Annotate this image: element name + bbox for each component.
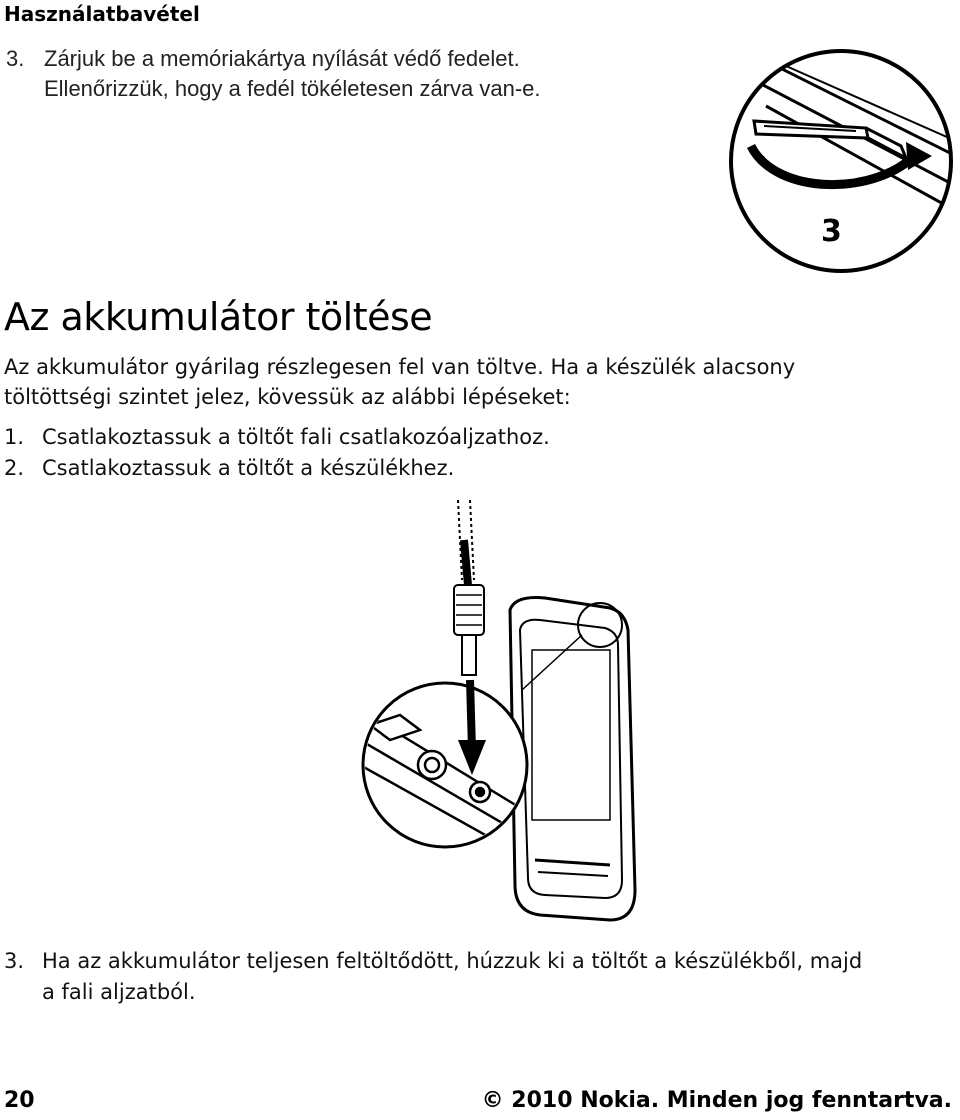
step-text: Csatlakoztassuk a töltőt a készülékhez. — [42, 456, 455, 480]
charging-steps-list — [4, 422, 550, 484]
cover-step-label: 3 — [821, 214, 842, 249]
step-text-line1: Ha az akkumulátor teljesen feltöltődött, húzzuk ki a töltőt a készülékből, majd — [42, 949, 863, 973]
cover-closing-illustration — [726, 46, 956, 276]
page-number: 20 — [4, 1088, 35, 1113]
intro-line1: Az akkumulátor gyárilag részlegesen fel van töltve. Ha a készülék alacsony — [4, 355, 796, 379]
step-number: 3. — [4, 949, 25, 973]
intro-line2: töltöttségi szintet jelez, kövessük az alábbi lépéseket: — [4, 385, 571, 409]
step-number: 3. — [6, 46, 25, 71]
running-header: Használatbavétel — [4, 2, 200, 26]
step-text-line2: a fali aljzatból. — [42, 980, 196, 1004]
step-number: 2. — [4, 456, 25, 480]
charger-connection-illustration — [360, 500, 650, 930]
step-text-line2: Ellenőrizzük, hogy a fedél tökéletesen zárva van-e. — [44, 76, 541, 101]
list-item — [4, 422, 550, 453]
intro-paragraph — [4, 352, 904, 412]
list-item — [4, 453, 550, 484]
step-number: 1. — [4, 425, 25, 449]
step-unplug — [4, 946, 959, 1008]
step-text: Csatlakoztassuk a töltőt fali csatlakozóaljzathoz. — [42, 425, 550, 449]
section-title: Az akkumulátor töltése — [4, 295, 433, 339]
copyright-notice: © 2010 Nokia. Minden jog fenntartva. — [481, 1088, 952, 1113]
step-text-line1: Zárjuk be a memóriakártya nyílását védő fedelet. — [44, 46, 520, 71]
step-close-cover — [6, 44, 541, 104]
